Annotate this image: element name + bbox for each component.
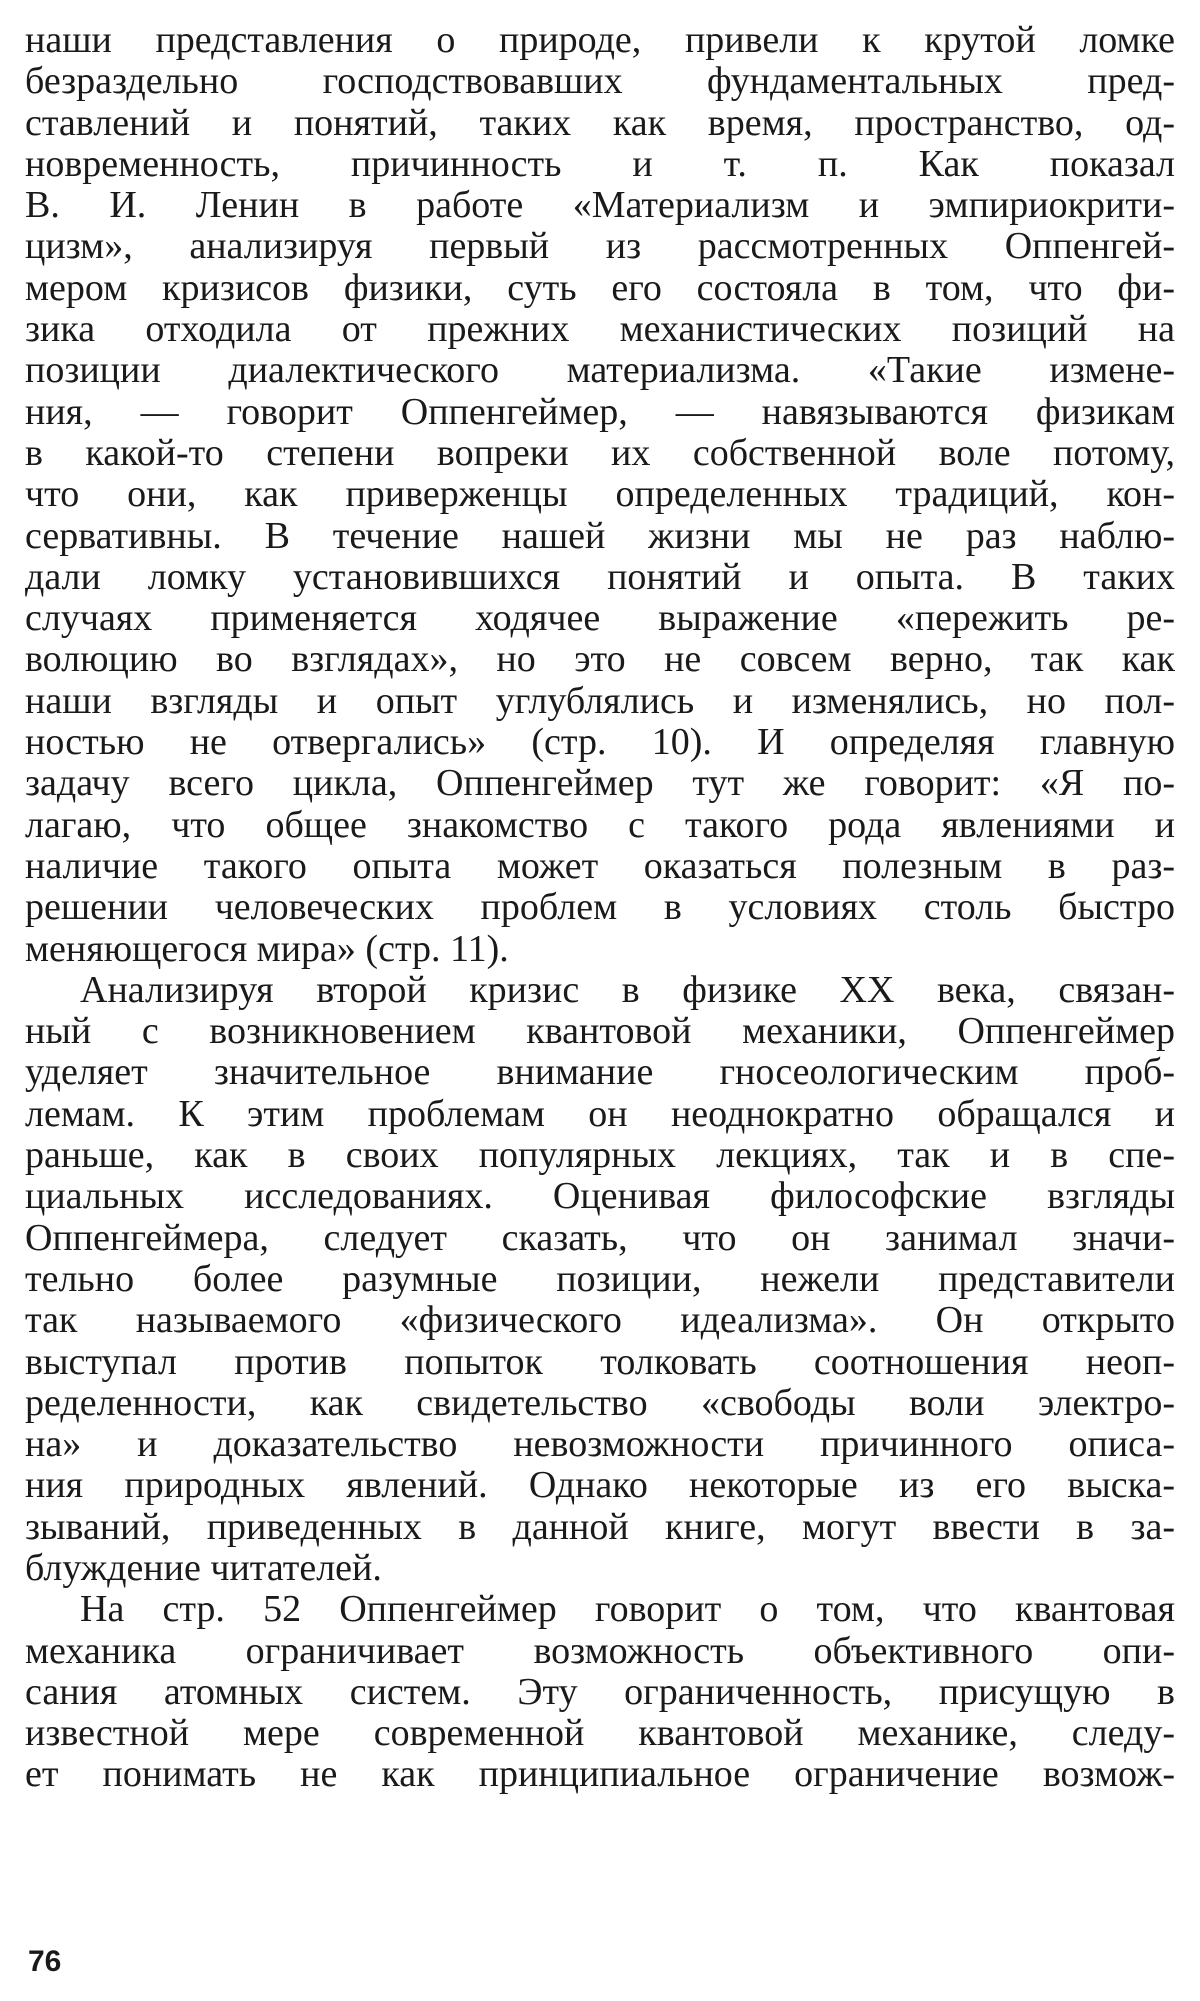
text-line: уделяет значительное внимание гносеологическим проб- xyxy=(25,1052,1175,1094)
text-line: дали ломку установившихся понятий и опыта. В таких xyxy=(25,556,1175,598)
text-line: На стр. 52 Оппенгеймер говорит о том, что квантовая xyxy=(80,1589,1175,1631)
text-line: в какой-то степени вопреки их собственной воле потому, xyxy=(25,432,1175,474)
text-line: решении человеческих проблем в условиях столь быстро xyxy=(25,887,1175,929)
text-line: ный с возникновением квантовой механики, Оппенгеймер xyxy=(25,1011,1175,1053)
paragraph-3 xyxy=(25,1589,1175,1795)
text-line: Анализируя второй кризис в физике XX века, связан- xyxy=(80,969,1175,1011)
page-number: 76 xyxy=(28,1945,62,1978)
text-line: наличие такого опыта может оказаться полезным в раз- xyxy=(25,845,1175,887)
text-line: блуждение читателей. xyxy=(25,1547,382,1589)
text-line: случаях применяется ходячее выражение «пережить ре- xyxy=(25,598,1175,640)
text-line: на» и доказательство невозможности причинного описа- xyxy=(25,1424,1175,1466)
text-line: зика отходила от прежних механистических позиций на xyxy=(25,309,1175,351)
text-line: сервативны. В течение нашей жизни мы не раз наблю- xyxy=(25,515,1175,557)
text-line: сания атомных систем. Эту ограниченность, присущую в xyxy=(25,1671,1175,1713)
text-line: раньше, как в своих популярных лекциях, так и в спе- xyxy=(25,1135,1175,1177)
text-line: меняющегося мира» (стр. 11). xyxy=(25,928,509,970)
text-line: механика ограничивает возможность объективного опи- xyxy=(25,1630,1175,1672)
document-page xyxy=(25,20,1175,1796)
text-line: задачу всего цикла, Оппенгеймер тут же говорит: «Я по- xyxy=(25,763,1175,805)
text-line: ет понимать не как принципиальное ограничение возмож- xyxy=(25,1754,1175,1796)
text-line: В. И. Ленин в работе «Материализм и эмпириокрити- xyxy=(25,185,1175,227)
text-line: ределенности, как свидетельство «свободы воли электро- xyxy=(25,1382,1175,1424)
text-line: наши представления о природе, привели к крутой ломке xyxy=(25,20,1175,61)
text-line: тельно более разумные позиции, нежели представители xyxy=(25,1258,1175,1300)
text-line: цизм», анализируя первый из рассмотренных Оппенгей- xyxy=(25,226,1175,268)
text-line: ния, — говорит Оппенгеймер, — навязываются физикам xyxy=(25,391,1175,433)
text-line: Оппенгеймера, следует сказать, что он занимал значи- xyxy=(25,1217,1175,1259)
text-line: безраздельно господствовавших фундаментальных пред- xyxy=(25,61,1175,103)
text-line: ностью не отвергались» (стр. 10). И определяя главную xyxy=(25,722,1175,764)
text-line: ставлений и понятий, таких как время, пространство, од- xyxy=(25,102,1175,144)
text-line: волюцию во взглядах», но это не совсем верно, так как xyxy=(25,639,1175,681)
paragraph-2 xyxy=(25,970,1175,1589)
text-line: ния природных явлений. Однако некоторые из его выска- xyxy=(25,1465,1175,1507)
text-line: лагаю, что общее знакомство с такого рода явлениями и xyxy=(25,804,1175,846)
text-line: наши взгляды и опыт углублялись и изменялись, но пол- xyxy=(25,680,1175,722)
text-line: зываний, приведенных в данной книге, могут ввести в за- xyxy=(25,1506,1175,1548)
text-line: циальных исследованиях. Оценивая философские взгляды xyxy=(25,1176,1175,1218)
text-line: выступал против попыток толковать соотношения неоп- xyxy=(25,1341,1175,1383)
text-line: что они, как приверженцы определенных традиций, кон- xyxy=(25,474,1175,516)
text-line: лемам. К этим проблемам он неоднократно обращался и xyxy=(25,1093,1175,1135)
text-line: мером кризисов физики, суть его состояла в том, что фи- xyxy=(25,267,1175,309)
paragraph-1 xyxy=(25,20,1175,970)
text-line: известной мере современной квантовой механике, следу- xyxy=(25,1713,1175,1755)
text-line: позиции диалектического материализма. «Такие измене- xyxy=(25,350,1175,392)
text-line: новременность, причинность и т. п. Как показал xyxy=(25,143,1175,185)
text-line: так называемого «физического идеализма». Он открыто xyxy=(25,1300,1175,1342)
